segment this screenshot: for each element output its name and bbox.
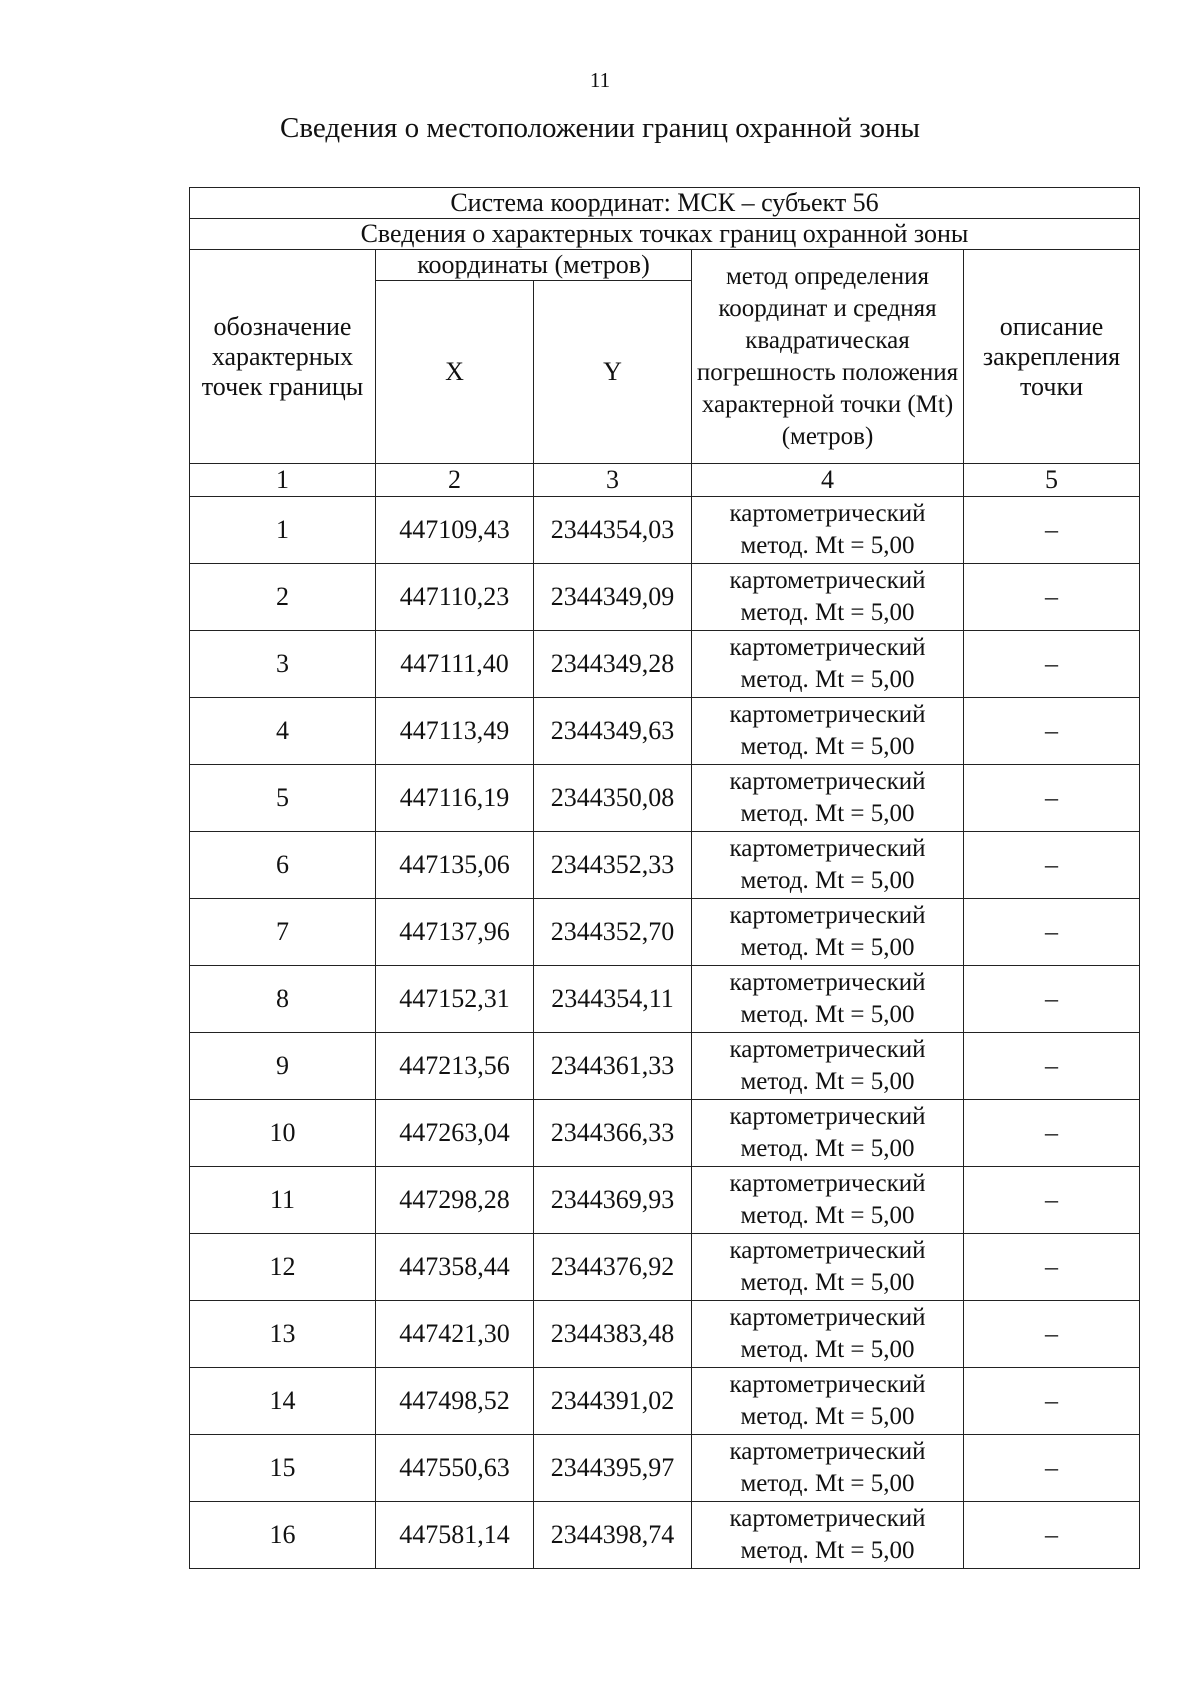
method-cell [692, 1301, 964, 1368]
method-header: метод определения координат и средняя квадратическая погрешность положения характерной точки (Mt) (метров) [692, 250, 964, 464]
method-line-1: картометрический [729, 768, 926, 795]
x-coordinate-cell: 447421,30 [376, 1301, 534, 1368]
method-cell [692, 698, 964, 765]
description-cell: – [964, 497, 1140, 564]
description-cell: – [964, 631, 1140, 698]
y-coordinate-cell: 2344349,28 [534, 631, 692, 698]
description-cell: – [964, 1368, 1140, 1435]
method-line-1: картометрический [729, 902, 926, 929]
method-cell [692, 899, 964, 966]
y-coordinate-cell: 2344352,33 [534, 832, 692, 899]
x-coordinate-cell: 447152,31 [376, 966, 534, 1033]
point-number-cell: 7 [190, 899, 376, 966]
y-coordinate-cell: 2344369,93 [534, 1167, 692, 1234]
y-coordinate-cell: 2344350,08 [534, 765, 692, 832]
table-row [190, 765, 1140, 832]
method-line-2: метод. Mt = 5,00 [740, 1269, 915, 1296]
method-line-2: метод. Mt = 5,00 [740, 934, 915, 961]
method-line-2: метод. Mt = 5,00 [740, 1403, 915, 1430]
y-coordinate-cell: 2344352,70 [534, 899, 692, 966]
column-number: 3 [534, 464, 692, 497]
point-number-cell: 11 [190, 1167, 376, 1234]
table-row [190, 1234, 1140, 1301]
table-body [190, 188, 1140, 1569]
description-cell: – [964, 832, 1140, 899]
table-row [190, 1167, 1140, 1234]
description-cell: – [964, 1301, 1140, 1368]
method-line-1: картометрический [729, 969, 926, 996]
method-line-1: картометрический [729, 1438, 926, 1465]
method-cell [692, 1167, 964, 1234]
point-number-cell: 16 [190, 1502, 376, 1569]
method-line-2: метод. Mt = 5,00 [740, 867, 915, 894]
description-cell: – [964, 564, 1140, 631]
method-line-1: картометрический [729, 1103, 926, 1130]
description-cell: – [964, 966, 1140, 1033]
method-cell [692, 832, 964, 899]
method-line-1: картометрический [729, 500, 926, 527]
point-number-cell: 12 [190, 1234, 376, 1301]
table-subtitle-cell: Сведения о характерных точках границ охранной зоны [190, 219, 1140, 250]
x-coordinate-cell: 447550,63 [376, 1435, 534, 1502]
method-line-1: картометрический [729, 1237, 926, 1264]
point-number-cell: 13 [190, 1301, 376, 1368]
y-coordinate-cell: 2344398,74 [534, 1502, 692, 1569]
point-number-cell: 9 [190, 1033, 376, 1100]
table-row [190, 899, 1140, 966]
coordinate-system-row [190, 188, 1140, 219]
column-header-row [190, 250, 1140, 281]
x-coordinate-cell: 447298,28 [376, 1167, 534, 1234]
x-coordinate-cell: 447213,56 [376, 1033, 534, 1100]
x-coordinate-cell: 447135,06 [376, 832, 534, 899]
table-row [190, 497, 1140, 564]
point-number-cell: 3 [190, 631, 376, 698]
table-row [190, 966, 1140, 1033]
table-row [190, 564, 1140, 631]
y-coordinate-cell: 2344354,11 [534, 966, 692, 1033]
y-coordinate-cell: 2344349,09 [534, 564, 692, 631]
method-line-1: картометрический [729, 1036, 926, 1063]
point-number-cell: 10 [190, 1100, 376, 1167]
x-header: X [376, 281, 534, 464]
x-coordinate-cell: 447111,40 [376, 631, 534, 698]
method-cell [692, 1368, 964, 1435]
y-coordinate-cell: 2344391,02 [534, 1368, 692, 1435]
point-number-cell: 8 [190, 966, 376, 1033]
column-number-row [190, 464, 1140, 497]
table-row [190, 1435, 1140, 1502]
method-line-1: картометрический [729, 1170, 926, 1197]
method-cell [692, 1234, 964, 1301]
method-cell [692, 1502, 964, 1569]
coordinates-table [189, 187, 1140, 1569]
description-cell: – [964, 1033, 1140, 1100]
description-cell: – [964, 765, 1140, 832]
method-cell [692, 966, 964, 1033]
y-coordinate-cell: 2344361,33 [534, 1033, 692, 1100]
x-coordinate-cell: 447116,19 [376, 765, 534, 832]
x-coordinate-cell: 447358,44 [376, 1234, 534, 1301]
y-coordinate-cell: 2344376,92 [534, 1234, 692, 1301]
method-line-2: метод. Mt = 5,00 [740, 800, 915, 827]
description-cell: – [964, 1100, 1140, 1167]
table-row [190, 698, 1140, 765]
point-number-cell: 14 [190, 1368, 376, 1435]
method-cell [692, 765, 964, 832]
description-cell: – [964, 698, 1140, 765]
method-cell [692, 1033, 964, 1100]
description-cell: – [964, 899, 1140, 966]
method-cell [692, 497, 964, 564]
method-line-1: картометрический [729, 1304, 926, 1331]
x-coordinate-cell: 447581,14 [376, 1502, 534, 1569]
method-cell [692, 1100, 964, 1167]
method-cell [692, 1435, 964, 1502]
method-line-2: метод. Mt = 5,00 [740, 1537, 915, 1564]
coordinates-header: координаты (метров) [376, 250, 692, 281]
description-header: описание закрепления точки [964, 250, 1140, 464]
column-number: 2 [376, 464, 534, 497]
method-cell [692, 631, 964, 698]
column-number: 1 [190, 464, 376, 497]
description-cell: – [964, 1435, 1140, 1502]
column-number: 5 [964, 464, 1140, 497]
page-number: 11 [589, 68, 611, 92]
method-line-2: метод. Mt = 5,00 [740, 666, 915, 693]
y-coordinate-cell: 2344349,63 [534, 698, 692, 765]
y-coordinate-cell: 2344354,03 [534, 497, 692, 564]
y-header: Y [534, 281, 692, 464]
method-line-1: картометрический [729, 1371, 926, 1398]
point-designation-header: обозначение характерных точек границы [190, 250, 376, 464]
method-line-1: картометрический [729, 634, 926, 661]
description-cell: – [964, 1167, 1140, 1234]
method-line-1: картометрический [729, 567, 926, 594]
method-line-2: метод. Mt = 5,00 [740, 1202, 915, 1229]
table-row [190, 1100, 1140, 1167]
description-cell: – [964, 1234, 1140, 1301]
x-coordinate-cell: 447110,23 [376, 564, 534, 631]
subtitle-row [190, 219, 1140, 250]
method-line-2: метод. Mt = 5,00 [740, 1001, 915, 1028]
y-coordinate-cell: 2344383,48 [534, 1301, 692, 1368]
x-coordinate-cell: 447498,52 [376, 1368, 534, 1435]
method-line-2: метод. Mt = 5,00 [740, 1336, 915, 1363]
table-row [190, 1368, 1140, 1435]
point-number-cell: 4 [190, 698, 376, 765]
point-number-cell: 6 [190, 832, 376, 899]
description-cell: – [964, 1502, 1140, 1569]
method-line-2: метод. Mt = 5,00 [740, 1470, 915, 1497]
x-coordinate-cell: 447137,96 [376, 899, 534, 966]
table-row [190, 1033, 1140, 1100]
coordinate-system-cell: Система координат: МСК – субъект 56 [190, 188, 1140, 219]
method-cell [692, 564, 964, 631]
point-number-cell: 5 [190, 765, 376, 832]
x-coordinate-cell: 447113,49 [376, 698, 534, 765]
table-row [190, 631, 1140, 698]
x-coordinate-cell: 447263,04 [376, 1100, 534, 1167]
method-line-2: метод. Mt = 5,00 [740, 532, 915, 559]
method-line-2: метод. Mt = 5,00 [740, 1135, 915, 1162]
table-row [190, 832, 1140, 899]
table-row [190, 1502, 1140, 1569]
document-title: Сведения о местоположении границ охранной зоны [279, 112, 920, 144]
y-coordinate-cell: 2344395,97 [534, 1435, 692, 1502]
method-line-1: картометрический [729, 1505, 926, 1532]
method-line-2: метод. Mt = 5,00 [740, 599, 915, 626]
method-line-1: картометрический [729, 835, 926, 862]
y-coordinate-cell: 2344366,33 [534, 1100, 692, 1167]
column-number: 4 [692, 464, 964, 497]
table-row [190, 1301, 1140, 1368]
method-line-1: картометрический [729, 701, 926, 728]
method-line-2: метод. Mt = 5,00 [740, 733, 915, 760]
point-number-cell: 15 [190, 1435, 376, 1502]
point-number-cell: 2 [190, 564, 376, 631]
x-coordinate-cell: 447109,43 [376, 497, 534, 564]
method-line-2: метод. Mt = 5,00 [740, 1068, 915, 1095]
point-number-cell: 1 [190, 497, 376, 564]
